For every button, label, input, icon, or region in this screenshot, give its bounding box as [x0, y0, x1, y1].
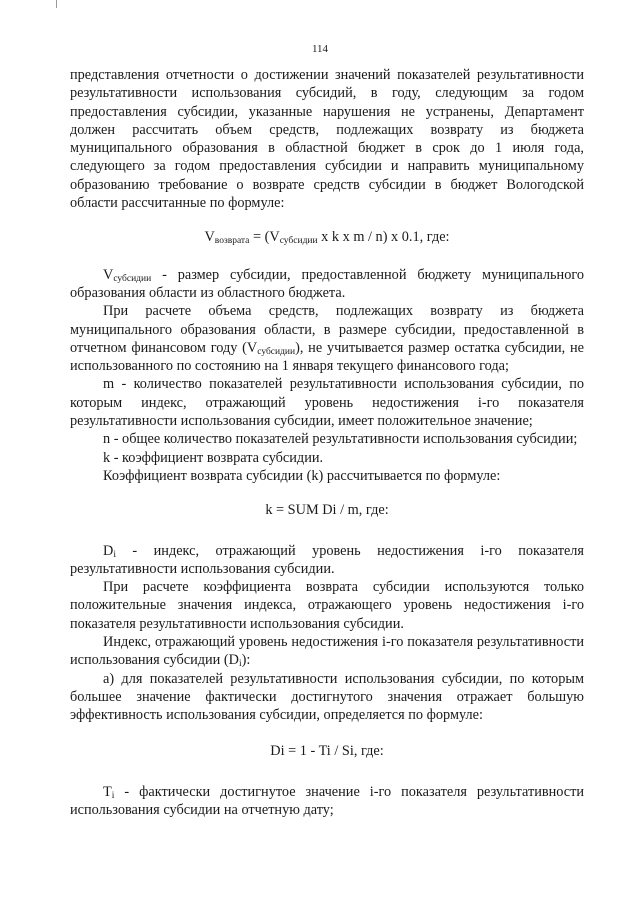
formula-return-volume	[70, 228, 584, 246]
term-v-sub: субсидии	[113, 273, 152, 284]
paragraph-index-intro	[70, 633, 584, 670]
page-number: 114	[311, 43, 329, 55]
index-sub: i	[238, 659, 242, 670]
term-d-sub: i	[113, 549, 116, 560]
paragraph-n-definition: n - общее количество показателей результативности использования субсидии;	[103, 431, 578, 448]
paragraph-v-subsidy	[70, 266, 584, 303]
paragraph-calculation-note	[70, 302, 584, 375]
term-d: D	[103, 542, 114, 559]
document-body	[70, 66, 584, 819]
note-tail: ), не учитывается размер остатка субсидии, не использованного по состоянию на 1 января текущего финансового года;	[70, 339, 584, 375]
scan-edge-mark	[56, 0, 57, 8]
index-head: Индекс, отражающий уровень недостижения i-го показателя результативности использования субсидии (D	[70, 634, 584, 669]
term-t-sub: i	[111, 790, 115, 801]
index-tail: ):	[241, 652, 251, 669]
term-t-definition: - фактически достигнутое значение i-го показателя результативности использования субсидии на отчетную дату;	[70, 783, 584, 819]
paragraph-di-definition	[70, 542, 584, 579]
formula-sub-subsidy: субсидии	[279, 236, 318, 247]
formula-di: Di = 1 - Ti / Si, где:	[270, 742, 384, 759]
formula-mid: = (V	[249, 229, 280, 246]
formula-v: V	[204, 229, 215, 246]
paragraph-ti-definition	[70, 783, 584, 820]
paragraph-intro: представления отчетности о достижении значений показателей результативности результативности использования субсидий, в году, следующим за годом предоставления субсидии, указанные нарушения не устранены, Департамент должен рассчитать объем средств, подлежащих возврату из бюджета муниципального образования в областной бюджет в срок до 1 июля года, следующего за годом предоставления субсидии и направить муниципальному образованию требование о возврате средств субсидии в бюджет Вологодской области рассчитанные по формуле:	[70, 67, 584, 212]
formula-k: k = SUM Di / m, где:	[265, 502, 389, 519]
term-v: V	[103, 266, 114, 283]
paragraph-k-definition: k - коэффициент возврата субсидии.	[103, 449, 324, 466]
term-v-definition: - размер субсидии, предоставленной бюджету муниципального образования области из областного бюджета.	[70, 266, 584, 301]
formula-sub-return: возврата	[214, 236, 250, 247]
paragraph-positive-values: При расчете коэффициента возврата субсидии используются только положительные значения индекса, отражающего уровень недостижения i-го показателя результативности использования субсидии.	[70, 579, 584, 632]
term-d-definition: - индекс, отражающий уровень недостижения i-го показателя результативности использования субсидии.	[70, 542, 584, 577]
paragraph-case-a: а) для показателей результативности использования субсидии, по которым большее значение фактически достигнутого значения отражает большую эффективность использования субсидии, определяется по формуле:	[70, 670, 584, 724]
note-sub: субсидии	[257, 346, 296, 357]
note-head: При расчете объема средств, подлежащих возврату из бюджета муниципального образования области, в размере субсидии, предоставленной в отчетном финансовом году (V	[70, 303, 584, 356]
term-t: T	[103, 783, 112, 800]
paragraph-m-definition: m - количество показателей результативности использования субсидии, по которым индекс, отражающий уровень недостижения i-го показателя результативности использования субсидии, имеет положительное значение;	[70, 376, 584, 430]
paragraph-k-intro: Коэффициент возврата субсидии (k) рассчитывается по формуле:	[103, 467, 501, 484]
formula-tail: x k x m / n) x 0.1, где:	[317, 229, 450, 246]
